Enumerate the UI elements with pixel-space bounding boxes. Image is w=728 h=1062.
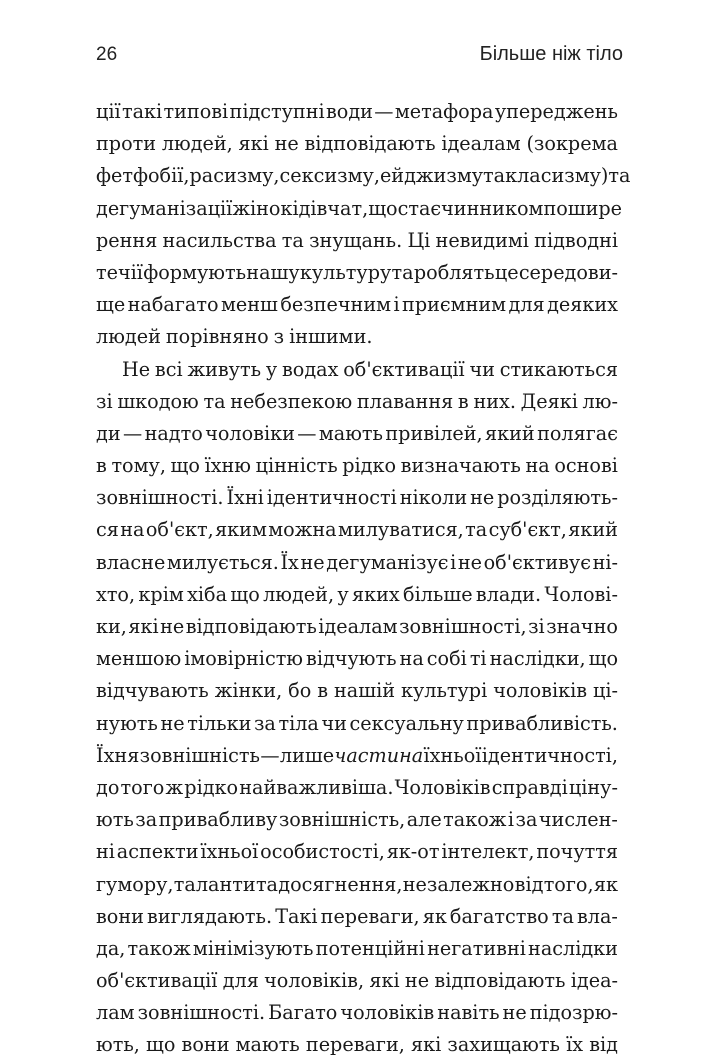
word: влади.	[475, 582, 542, 606]
word: ж	[165, 775, 184, 799]
word: зовнішності,	[399, 615, 527, 638]
word: та	[255, 872, 278, 896]
word: пошире	[543, 196, 623, 220]
word: привабливу	[158, 808, 278, 832]
word: людей	[96, 325, 161, 349]
word: розділяють-	[497, 486, 618, 510]
word: знущань.	[309, 228, 403, 252]
word: ці-	[593, 679, 618, 703]
word: в	[457, 389, 469, 413]
word: яких	[352, 582, 400, 606]
word: і	[507, 808, 515, 832]
word: формують	[143, 260, 247, 284]
word: який	[568, 518, 618, 542]
word: особистості,	[260, 840, 385, 864]
word: такі	[121, 100, 163, 123]
word: чинником	[441, 196, 544, 220]
word: не	[502, 1001, 527, 1025]
word: значно	[546, 615, 618, 638]
word: для	[222, 969, 259, 993]
word: метафора	[394, 100, 494, 123]
word: об'єктивації	[343, 357, 465, 381]
word: ейджизму	[379, 164, 484, 188]
word: Їхня	[96, 743, 140, 767]
word: течії	[96, 260, 143, 284]
word: —	[374, 100, 394, 123]
text-line	[96, 193, 623, 225]
word: аспекти	[116, 840, 199, 864]
text-line	[96, 225, 618, 257]
word: зовнішності.	[137, 1001, 266, 1025]
text-line	[96, 740, 618, 772]
word: відповідають	[434, 969, 566, 993]
word: надто	[144, 421, 203, 445]
word: до	[96, 775, 120, 799]
word: порівняно	[165, 325, 269, 349]
word: —	[297, 421, 317, 445]
word: ті	[469, 647, 487, 671]
word: об'єктивації	[96, 969, 218, 993]
word: того	[120, 775, 165, 799]
word: мають	[235, 1033, 300, 1057]
word: з	[273, 325, 285, 349]
word: їх	[566, 1033, 584, 1057]
word: —	[260, 743, 280, 767]
word: таланти	[173, 872, 256, 896]
word: можна	[268, 518, 337, 542]
text-line	[96, 836, 618, 868]
word: полягає	[537, 421, 618, 445]
word: зовнішності.	[96, 486, 224, 510]
word: наслідки,	[489, 647, 586, 671]
word: визначають	[400, 454, 521, 478]
word: переваги,	[320, 904, 420, 928]
word: переваги,	[305, 1033, 405, 1057]
word: негативні	[427, 936, 526, 960]
word: не	[160, 711, 185, 735]
word: не	[457, 550, 483, 574]
word: стикаються	[499, 357, 618, 381]
word: ідеалам	[318, 615, 398, 638]
word: Деякі	[520, 389, 578, 413]
word: гумору,	[96, 872, 174, 896]
text-line	[96, 482, 618, 514]
word: для	[508, 293, 545, 317]
word: водах	[281, 357, 339, 381]
word: за	[135, 808, 158, 832]
word: людей,	[263, 582, 335, 606]
word: фетфобії,	[96, 164, 190, 188]
word: на	[525, 454, 550, 478]
word: ідентичності,	[481, 743, 618, 767]
word: це	[494, 260, 519, 284]
word: в	[96, 454, 107, 478]
word: Багато	[268, 1001, 338, 1025]
word: у	[265, 357, 278, 381]
word: від	[589, 1033, 618, 1057]
text-line	[96, 354, 618, 386]
word: які	[128, 615, 159, 638]
word: Такі	[275, 904, 318, 928]
word: мають	[318, 421, 383, 445]
word: ки,	[96, 615, 127, 638]
word: та	[608, 164, 631, 188]
word: які	[411, 1033, 442, 1057]
text-line	[96, 257, 618, 289]
word: ції	[96, 100, 121, 123]
text-line	[96, 321, 618, 353]
word: сексизму,	[279, 164, 380, 188]
running-title: Більше ніж тіло	[479, 43, 623, 65]
text-line	[96, 643, 618, 675]
word: милуватися,	[337, 518, 464, 542]
word: небезпекою	[230, 389, 353, 413]
word: власне	[96, 550, 166, 574]
word: та	[483, 164, 506, 188]
word: та	[391, 260, 414, 284]
word: культуру	[299, 260, 392, 284]
word: вони	[181, 1033, 230, 1057]
word: іншими.	[289, 325, 373, 349]
word: да,	[96, 936, 126, 960]
word: їхню	[204, 454, 252, 478]
text-line	[96, 611, 618, 643]
word: ідеа-	[570, 969, 618, 993]
word: більше	[403, 582, 473, 606]
word: захищають	[447, 1033, 560, 1057]
word: тільки	[187, 711, 252, 735]
text-line	[96, 514, 618, 546]
word: та	[465, 518, 488, 542]
word: об'єкт,	[145, 518, 214, 542]
word: справді	[491, 775, 568, 799]
text-line	[96, 1029, 618, 1061]
word: досягнення,	[278, 872, 403, 896]
word: наслідки	[528, 936, 618, 960]
word: також	[443, 808, 507, 832]
word: ціну-	[568, 775, 618, 799]
word: як	[422, 904, 447, 928]
text-line	[96, 933, 618, 965]
text-line	[96, 901, 618, 933]
word: яким	[215, 518, 267, 542]
word: привабливість.	[466, 711, 618, 735]
word: (зокрема	[526, 132, 618, 156]
word: цінність	[255, 454, 338, 478]
word: що	[146, 1033, 176, 1057]
word: привілей,	[385, 421, 483, 445]
word: що	[170, 454, 200, 478]
word: ся	[96, 518, 119, 542]
word: Ці	[407, 228, 431, 252]
page-number: 26	[96, 44, 118, 65]
text-line	[96, 418, 618, 450]
word: крім	[138, 582, 184, 606]
word: ди	[96, 421, 121, 445]
word: собі	[426, 647, 467, 671]
word: рення	[96, 228, 158, 252]
word: потенційні	[315, 936, 425, 960]
word: них.	[473, 389, 516, 413]
word: і	[292, 196, 299, 220]
word: в	[317, 679, 329, 703]
word: деяких	[547, 293, 618, 317]
word: людей,	[161, 132, 233, 156]
word: плавання	[356, 389, 454, 413]
word: відповідають	[304, 132, 436, 156]
word: зі	[96, 389, 113, 413]
word: зі	[528, 615, 545, 638]
word: та	[551, 904, 574, 928]
word: жінки,	[214, 679, 283, 703]
word: проти	[96, 132, 157, 156]
word: води	[325, 100, 373, 123]
word: бо	[288, 679, 312, 703]
word: насильства	[162, 228, 277, 252]
word: ще	[96, 293, 126, 317]
word: лю-	[582, 389, 618, 413]
word: не	[470, 486, 495, 510]
word: не	[404, 969, 430, 993]
word: приємним	[402, 293, 507, 317]
word: відчувають	[96, 679, 209, 703]
word: як	[593, 872, 618, 896]
word: незалежно	[402, 872, 515, 896]
word: на	[120, 518, 145, 542]
word: їхньої	[200, 840, 259, 864]
word: основі	[554, 454, 618, 478]
word: почуття	[536, 840, 618, 864]
word: Їх	[280, 550, 299, 574]
word: найважливіша.	[239, 775, 394, 799]
word: зовнішність,	[278, 808, 406, 832]
word: нашу	[246, 260, 300, 284]
word: жінок	[232, 196, 293, 220]
word: їхньої	[423, 743, 482, 767]
word: Не	[122, 357, 151, 381]
word: імовірністю	[184, 647, 304, 671]
text-line	[96, 450, 618, 482]
word: ють	[96, 808, 134, 832]
word: сексуальну	[349, 711, 464, 735]
word: чоловіків,	[264, 969, 365, 993]
text-line	[96, 96, 618, 128]
word: ніколи	[399, 486, 468, 510]
text-line	[96, 128, 618, 160]
text-line	[96, 675, 618, 707]
word: живуть	[187, 357, 262, 381]
word: не	[300, 550, 325, 574]
word: рідко	[184, 775, 239, 799]
word: середови-	[518, 260, 618, 284]
word: меншою	[96, 647, 182, 671]
word: відчують	[306, 647, 397, 671]
text-line	[96, 160, 631, 192]
word: ідеалам	[441, 132, 521, 156]
word: стає	[397, 196, 442, 220]
word: роблять	[413, 260, 495, 284]
word: дівчат,	[298, 196, 369, 220]
word: нують	[96, 711, 158, 735]
word: які	[369, 969, 400, 993]
word: підступні	[229, 100, 325, 123]
word: хто,	[96, 582, 136, 606]
word: зовнішність	[139, 743, 260, 767]
word: у	[337, 582, 349, 606]
word: ідентичності	[266, 486, 397, 510]
word: ють,	[96, 1033, 140, 1057]
word: класизму)	[505, 164, 609, 188]
word: на	[399, 647, 424, 671]
word: виглядають.	[147, 904, 273, 928]
word: що	[368, 196, 398, 220]
word: шкодою	[117, 389, 199, 413]
text-line	[96, 804, 618, 836]
word: Чолові-	[544, 582, 618, 606]
word: також	[127, 936, 191, 960]
word: дегуманізації	[96, 196, 233, 220]
text-line	[96, 997, 618, 1029]
word: Чоловіків	[394, 775, 491, 799]
word: культурі	[400, 679, 488, 703]
word: типові	[163, 100, 229, 123]
word: менш	[220, 293, 278, 317]
word: хіба	[187, 582, 228, 606]
word: упереджень	[494, 100, 618, 123]
word: від	[514, 872, 544, 896]
word: тому,	[111, 454, 166, 478]
text-line	[96, 869, 618, 901]
word: вла-	[577, 904, 618, 928]
word: підводні	[534, 228, 618, 252]
word: тіла	[278, 711, 319, 735]
word: —	[123, 421, 143, 445]
word: чоловіків	[493, 679, 588, 703]
word: відповідають	[185, 615, 317, 638]
word: чоловіків	[340, 1001, 435, 1025]
text-line	[96, 579, 618, 611]
italic-word: частина	[334, 743, 424, 767]
word: та	[203, 389, 226, 413]
word: за	[253, 711, 276, 735]
word: інтелект,	[441, 840, 535, 864]
word: що	[588, 647, 618, 671]
word: дегуманізує	[326, 550, 449, 574]
word: расизму,	[189, 164, 280, 188]
word: об'єктивує	[483, 550, 591, 574]
word: суб'єкт,	[488, 518, 567, 542]
word: числен-	[538, 808, 618, 832]
word: ні	[96, 840, 115, 864]
word: невидимі	[435, 228, 529, 252]
word: чоловіки	[205, 421, 295, 445]
word: ні-	[592, 550, 618, 574]
word: того,	[543, 872, 594, 896]
word: не	[160, 615, 185, 638]
word: вони	[96, 904, 144, 928]
word: нашій	[334, 679, 396, 703]
word: але	[406, 808, 442, 832]
word: навіть	[437, 1001, 500, 1025]
word: всі	[154, 357, 183, 381]
word: лам	[96, 1001, 135, 1025]
word: лише	[279, 743, 335, 767]
word: що	[230, 582, 260, 606]
word: які	[238, 132, 269, 156]
word: безпечним	[280, 293, 392, 317]
text-line	[96, 547, 618, 579]
word: і	[393, 293, 400, 317]
word: як-от	[386, 840, 440, 864]
word: набагато	[127, 293, 219, 317]
word: мінімізують	[192, 936, 314, 960]
word: чи	[321, 711, 347, 735]
word: підозрю-	[529, 1001, 618, 1025]
word: і	[450, 550, 457, 574]
word: милується.	[166, 550, 279, 574]
text-line	[96, 708, 618, 740]
word: чи	[469, 357, 495, 381]
text-line	[96, 772, 618, 804]
word: не	[274, 132, 299, 156]
word: багатство	[449, 904, 549, 928]
word: Їхні	[226, 486, 264, 510]
word: та	[281, 228, 304, 252]
word: рідко	[342, 454, 397, 478]
text-line	[96, 289, 618, 321]
word: який	[485, 421, 535, 445]
text-line	[96, 965, 618, 997]
word: за	[515, 808, 538, 832]
body-text	[96, 96, 631, 1062]
text-line	[96, 386, 618, 418]
